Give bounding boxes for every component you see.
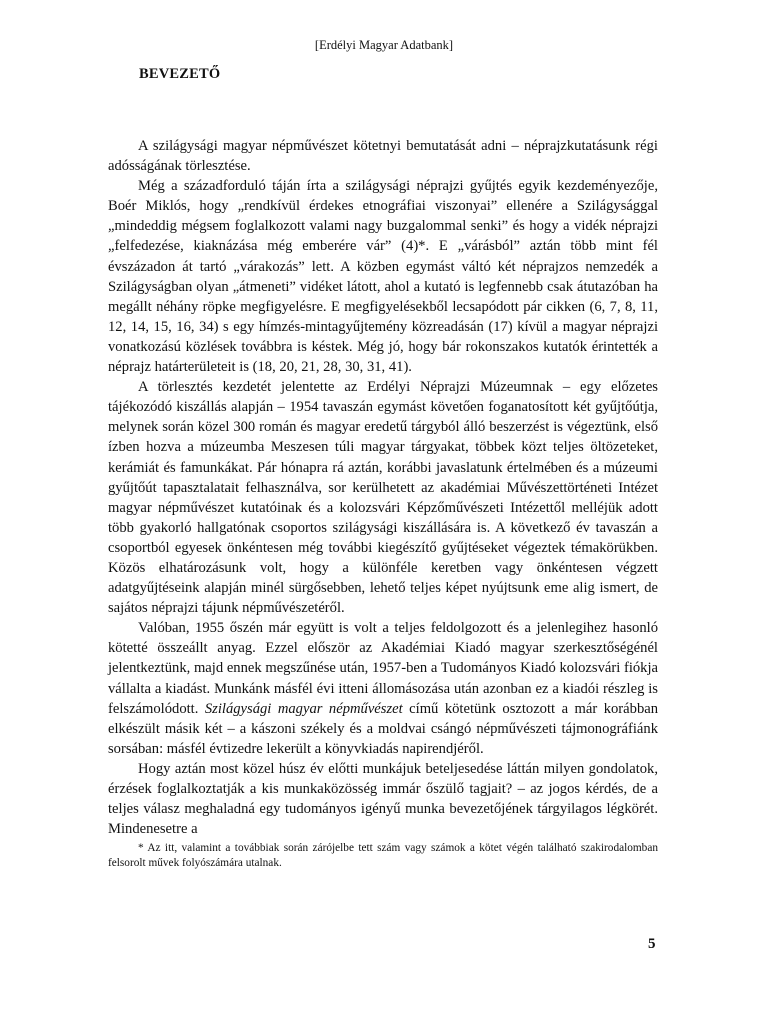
body-text xyxy=(108,136,658,839)
paragraph-fieldwork: A törlesztés kezdetét jelentette az Erdélyi Néprajzi Múzeumnak – egy előzetes tájékozódó kiszállás alapján – 1954 tavaszán egymást követően foganatosított két gyűjtőútja, melynek során közel 300 román és magyar eredetű tárgyból álló beszerzést is végeztünk, első ízben hozva a múzeumba Meszesen túli magyar tárgyakat, többek közt teljes öltözeteket, kerámiát és famunkákat. Pár hónapra rá aztán, korábbi javaslatunk értelmében és a múzeumi gyűjtőút tapasztalatait felhasználva, sor kerülhetett az akadémiai Művészettörténeti Intézet magyar népművészet kutatóinak és a kolozsvári Képzőművészeti Intézettől melléjük adott több gyakorló hallgatónak csoportos szilágysági kiszállására is. A következő év tavaszán a csoportból egyesek önkéntesen még további kiegészítő gyűjtéseket végeztek témakörükben. Közös elhatározásunk volt, hogy a különféle keretben vagy önkéntesen végzett adatgyűjtéseink alapján minél sürgősebben, lehető teljes képet nyújtsunk eme alig ismert, de sajátos néprajzi tájunk népművészetéről. xyxy=(108,379,658,617)
chapter-title: BEVEZETŐ xyxy=(139,66,221,82)
paragraph-reflection: Hogy aztán most közel húsz év előtti munkájuk beteljesedése láttán milyen gondolatok, érzések foglalkoztatják a kis munkaközösség immár őszülő tagjait? – az jogos kérdés, de a teljes válasz meghaladná egy tudományos igényű munka bevezetőjének tárgyilagos légkörét. Mindenesetre a xyxy=(108,760,658,838)
running-header: [Erdélyi Magyar Adatbank] xyxy=(314,38,454,52)
book-title-italic: Szilágysági magyar népművészet xyxy=(204,700,403,717)
footnote: * Az itt, valamint a továbbiak során zárójelbe tett szám vagy számok a kötet végén található szakirodalomban felsorolt művek folyószámára utalnak. xyxy=(108,842,658,869)
paragraph-intro: A szilágysági magyar népművészet kötetnyi bemutatását adni – néprajzkutatásunk régi adósságának törlesztése. xyxy=(108,138,658,175)
paragraph-publication xyxy=(108,618,658,759)
paragraph-history: Még a századforduló táján írta a szilágysági néprajzi gyűjtés egyik kezdeményezője, Boér Miklós, hogy „rendkívül érdekes etnográfiai viszonyai” ellenére a Szilágysággal „mindeddig mégsem foglalkozott valami nagy buzgalommal senki” és hogy a vidék néprajzi „felfedezése, kiaknázása még emberére vár” (4)*. E „várásból” aztán több mint fél évszázadon át tartó „várakozás” lett. A közben egymást váltó két néprajzos nemzedék a Szilágyságban olyan „átmeneti” vidéket látott, ahol a kutató is legfennebb csak átutazóban ha megállt néhány röpke megfigyelésre. E megfigyelésekből lecsapódott pár cikken (6, 7, 8, 11, 12, 14, 15, 16, 34) s egy hímzés-mintagyűjtemény közreadásán (17) kívül a magyar néprajzi vonatkozású közlések továbbra is késtek. Még jó, hogy bár rokonszakos kutatók érintették a néprajz határterületeit is (18, 20, 21, 28, 30, 31, 41). xyxy=(108,178,658,376)
paragraph-publication-text-a: Valóban, 1955 őszén már együtt is volt a teljes feldolgozott és a jelenlegihez hasonló kötetté összeállt anyag. Ezzel először az Akadémiai Kiadó magyar szerkesztőségénél jelentkeztünk, majd ennek megszűnése után, 1957-ben a Tudományos Kiadó kolozsvári fiókja vállalta a kiadást. Munkánk másfél évi itteni állomásozása után azonban ez a kiadói részleg is felszámolódott. xyxy=(108,620,658,717)
page-number: 5 xyxy=(648,936,656,952)
paragraph-publication-text-b: című kötetünk osztozott a már korábban elkészült másik két – a kászoni székely és a moldvai csángó népművészeti tájmonográfiánk sorsában: másfél évtizedre lekerült a könyvkiadás napirendjéről. xyxy=(108,700,659,757)
